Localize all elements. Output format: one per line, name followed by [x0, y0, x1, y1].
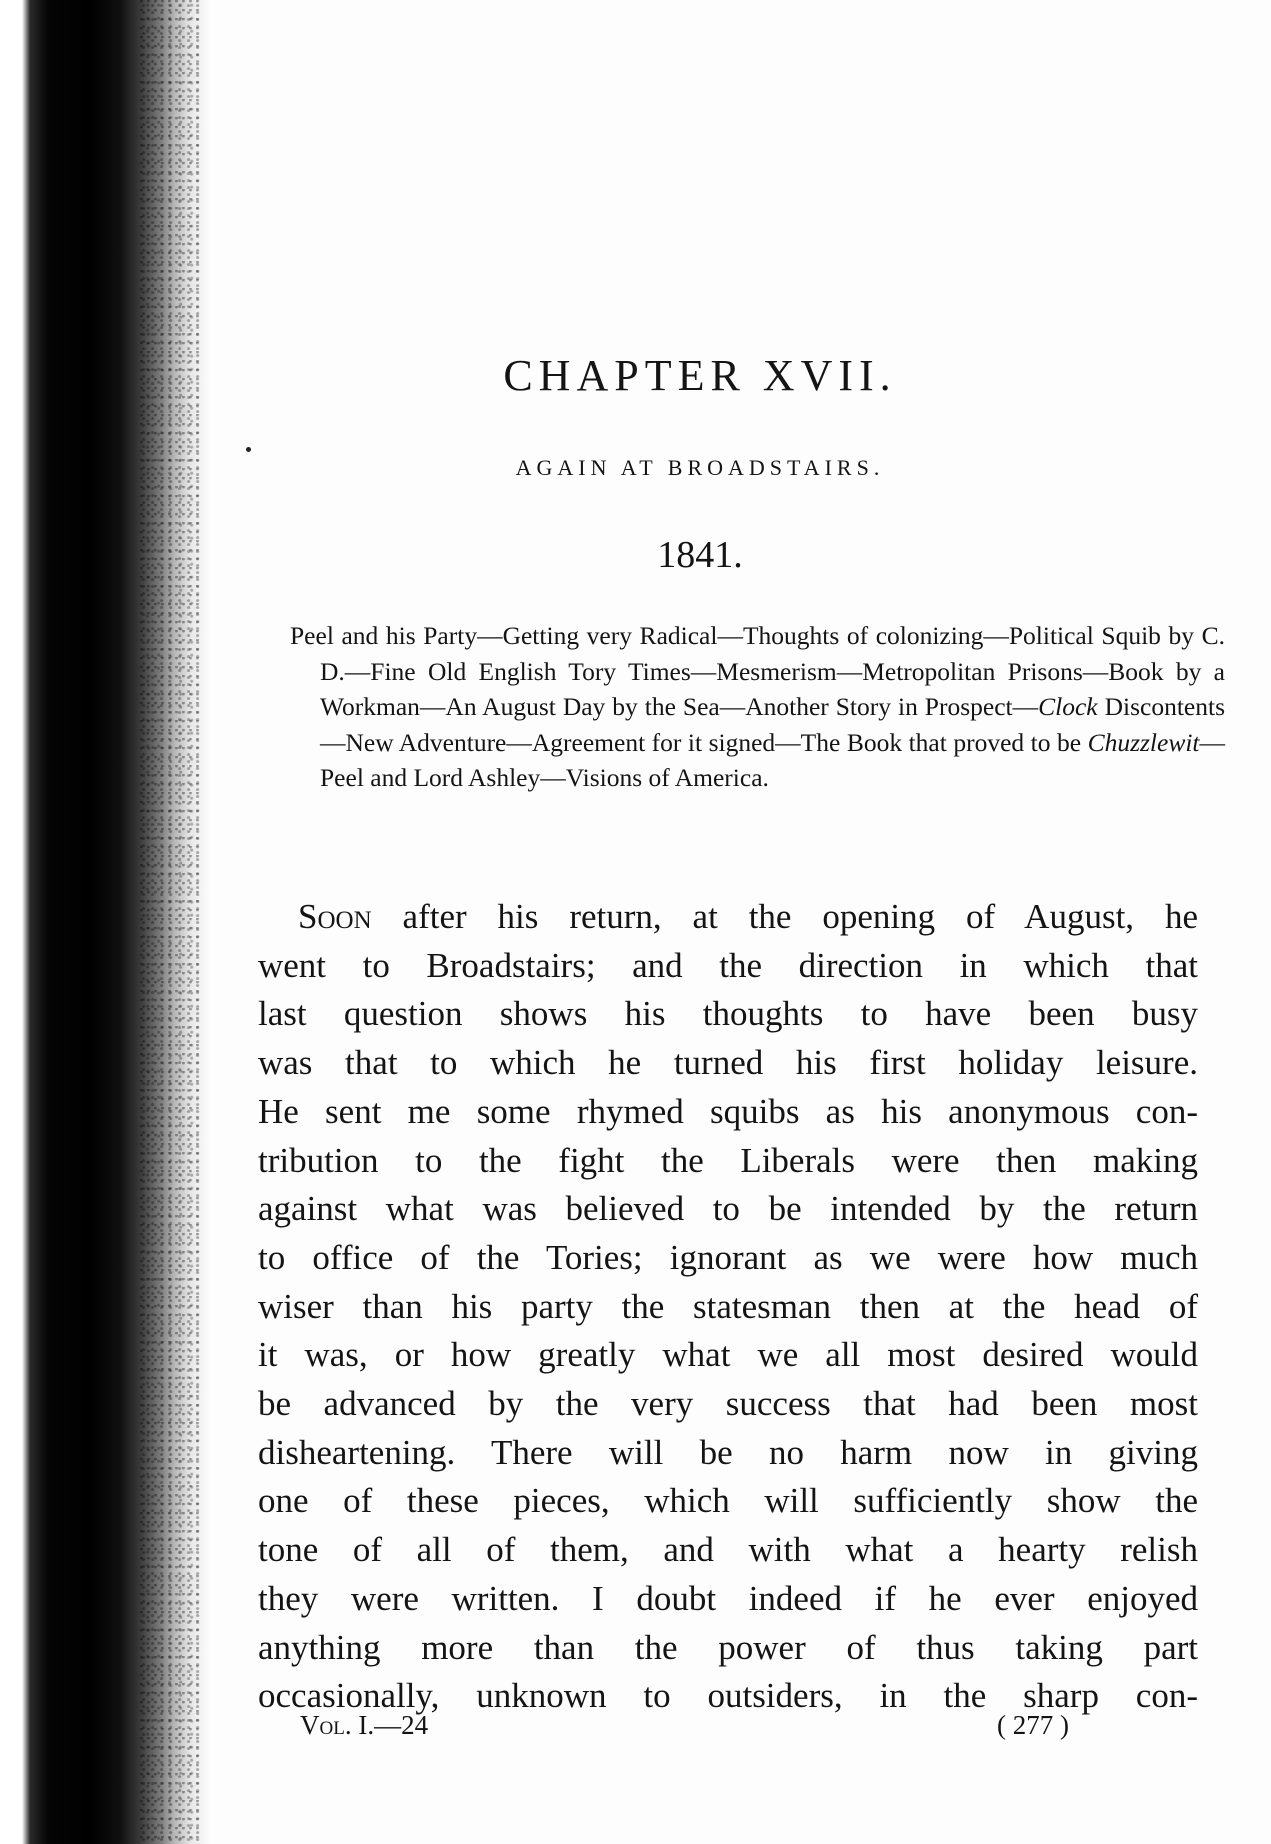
chapter-subtitle: AGAIN AT BROADSTAIRS.	[515, 455, 885, 480]
body-line: anything more than the power of thus taking part	[258, 1627, 1198, 1667]
body-line	[258, 893, 1198, 942]
gutter-speckle	[140, 0, 200, 1844]
body-line: wiser than his party the statesman then at the head of	[258, 1286, 1198, 1326]
body-line: to office of the Tories; ignorant as we were how much	[258, 1237, 1198, 1277]
chapter-year: 1841.	[657, 534, 743, 576]
body-line: last question shows his thoughts to have been busy	[258, 994, 1198, 1034]
body-line: against what was believed to be intended by the return	[258, 1189, 1198, 1229]
body-paragraph	[258, 893, 1198, 1721]
chapter-summary	[290, 618, 1225, 796]
summary-part-italic: Chuzzlewit	[1087, 727, 1200, 757]
body-line: be advanced by the very success that had been most	[258, 1384, 1198, 1424]
body-line: disheartening. There will be no harm now in giving	[258, 1432, 1198, 1472]
summary-part: —Peel and Lord Ashley—Visions of America.	[320, 727, 1225, 792]
page-number: ( 277 )	[997, 1710, 1069, 1740]
summary-part: Peel and his Party—Getting very Radical—Thoughts of colonizing—Political Squib by C. D.—Fine Old English Tory Times—Mesmerism—Metropolitan Prisons—Book by a Workman—An August Day by the Sea—Another Story in Prospect—	[290, 621, 1225, 721]
drop-word: Soon	[298, 897, 372, 936]
body-line: He sent me some rhymed squibs as his anonymous con-	[258, 1091, 1198, 1131]
summary-part: Discontents—New Adventure—Agreement for it signed—The Book that proved to be	[320, 692, 1225, 757]
body-line: one of these pieces, which will sufficiently show the	[258, 1481, 1198, 1521]
chapter-title: CHAPTER XVII.	[503, 351, 897, 400]
body-line: was that to which he turned his first holiday leisure.	[258, 1043, 1198, 1083]
body-line: they were written. I doubt indeed if he ever enjoyed	[258, 1578, 1198, 1618]
body-line: went to Broadstairs; and the direction in which that	[258, 945, 1198, 985]
body-line: it was, or how greatly what we all most desired would	[258, 1335, 1198, 1375]
volume-signature: Vol. I.—24	[300, 1710, 429, 1740]
scan-speck	[246, 447, 251, 452]
summary-part-italic: Clock	[1038, 692, 1098, 721]
first-line-text: after his return, at the opening of August, he	[371, 897, 1198, 936]
body-line: tone of all of them, and with what a hearty relish	[258, 1530, 1198, 1570]
body-line: occasionally, unknown to outsiders, in the sharp con-	[258, 1676, 1198, 1716]
body-line: tribution to the fight the Liberals were then making	[258, 1140, 1198, 1180]
